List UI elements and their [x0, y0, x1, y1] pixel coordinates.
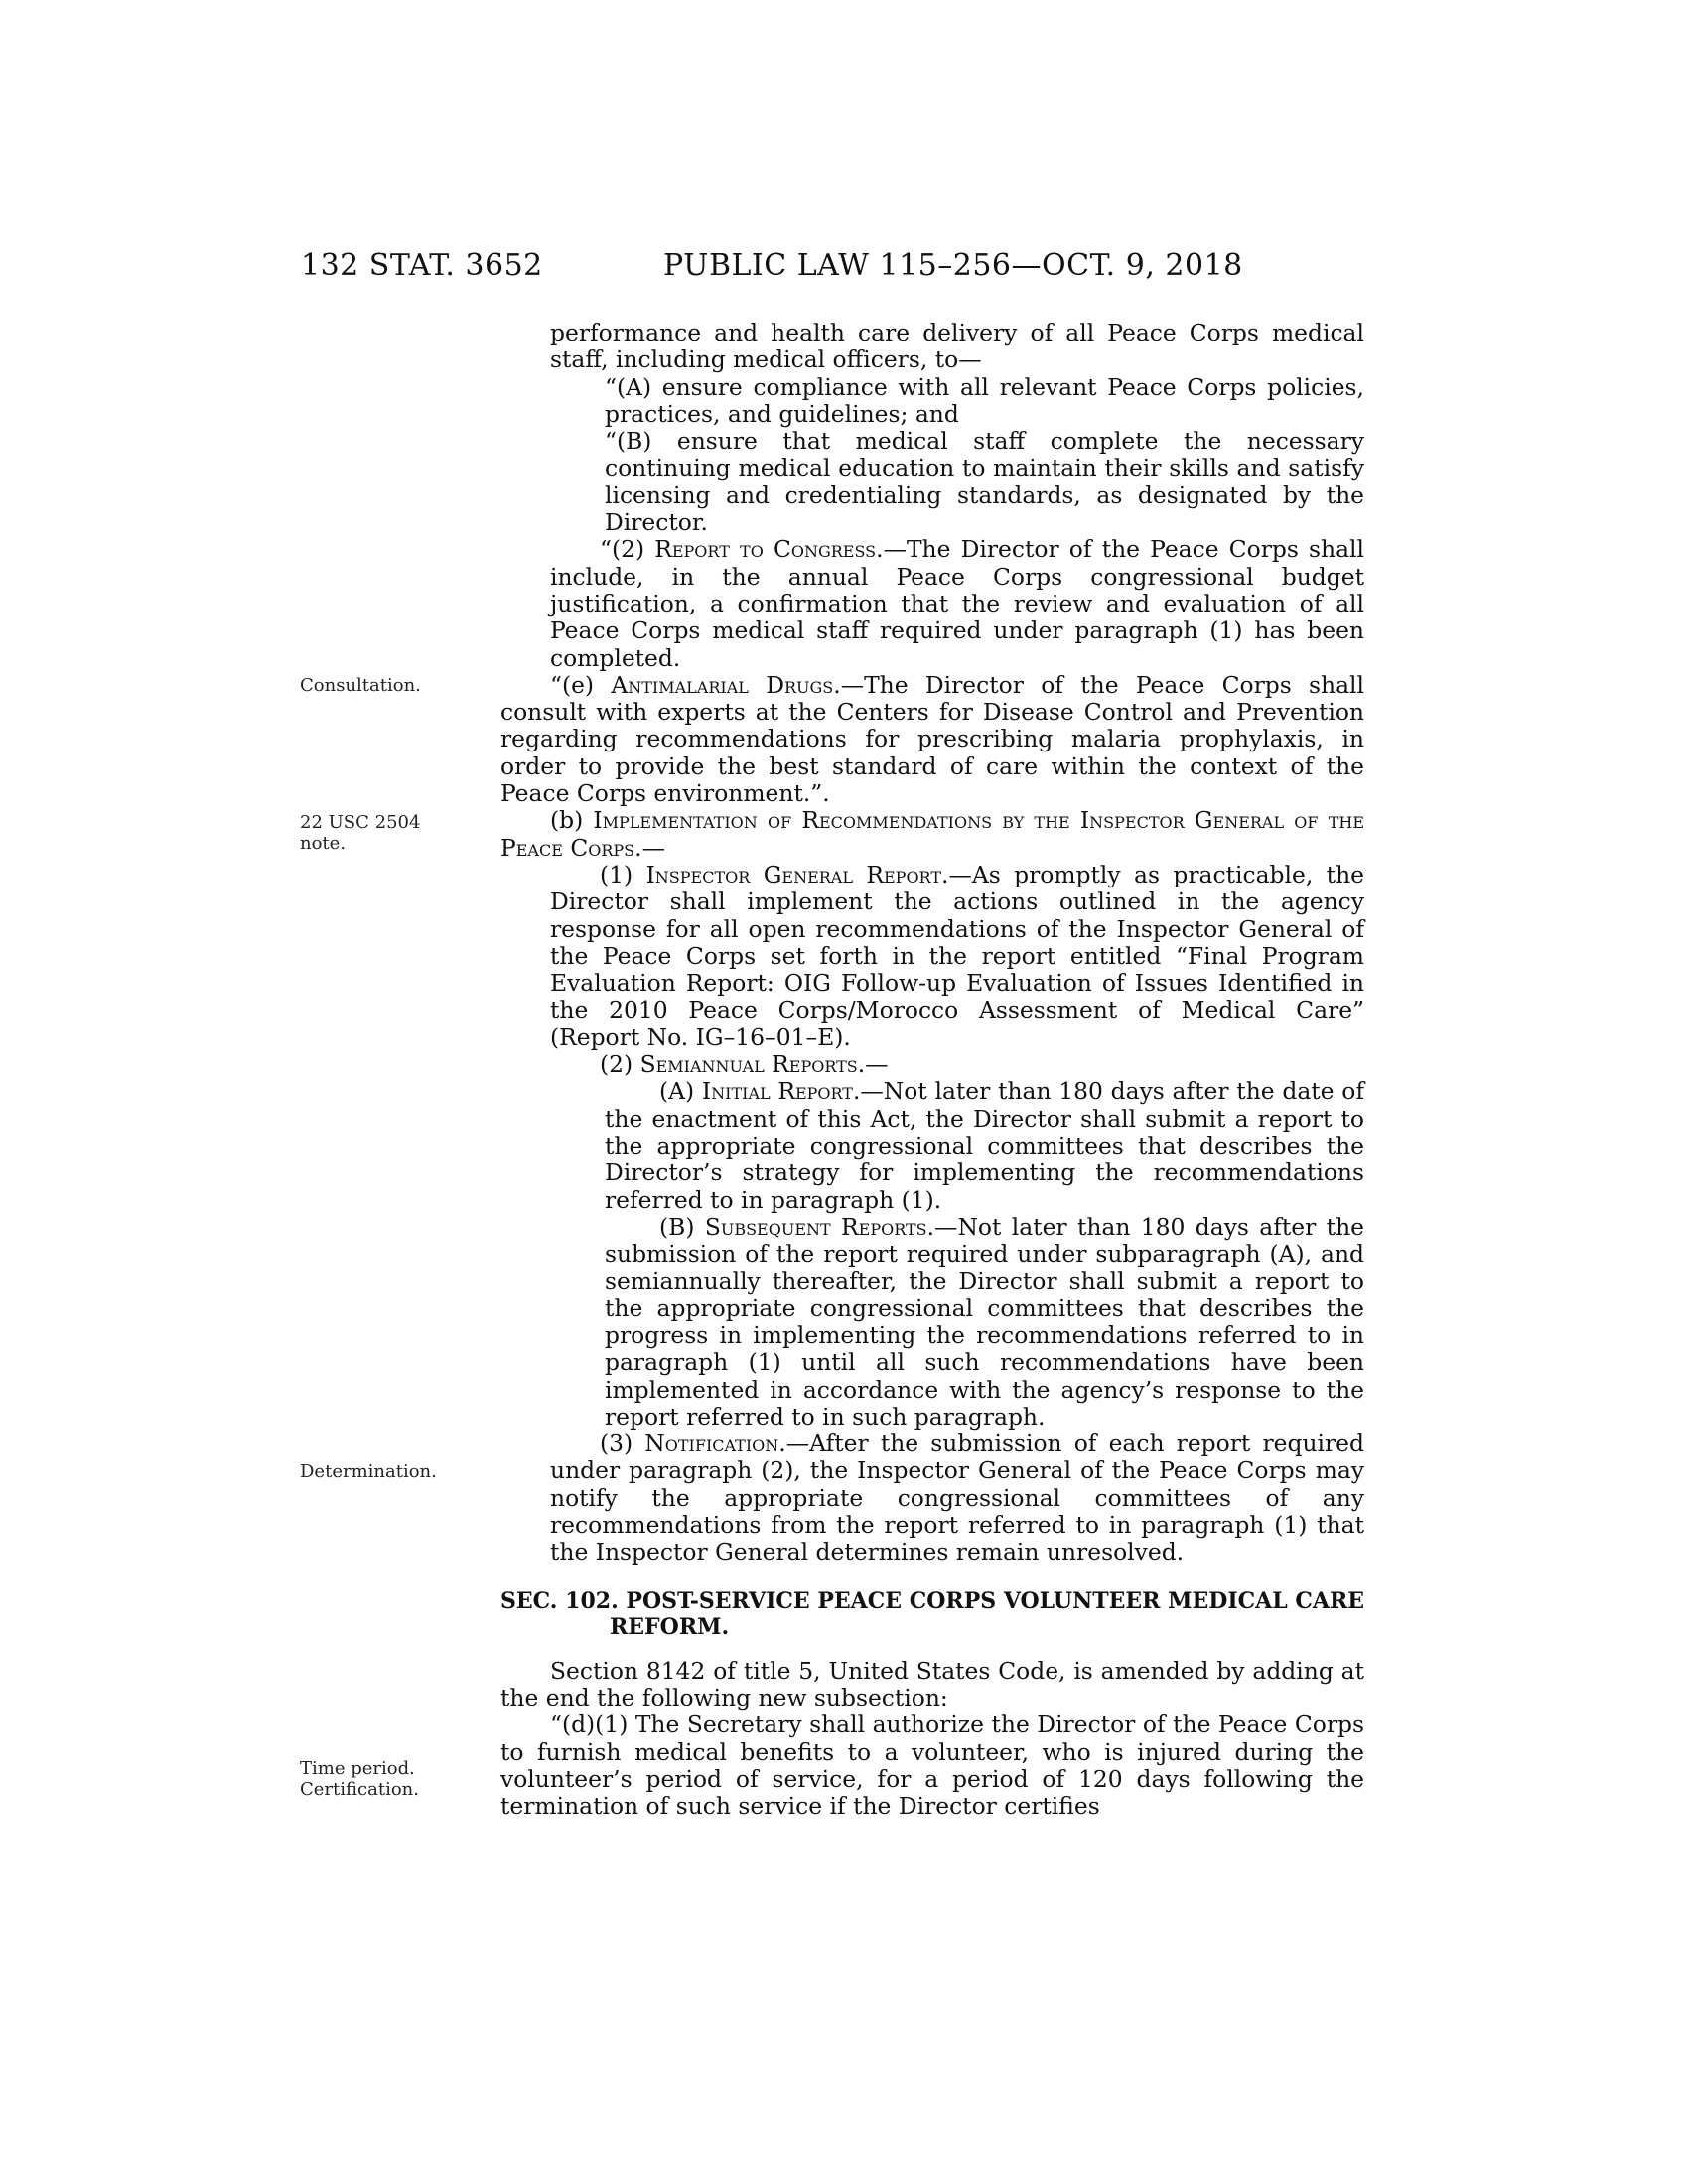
p8-text: — [865, 1050, 889, 1079]
page-number: 132 STAT. 3652 [301, 248, 543, 283]
p7-prefix: (1) [600, 860, 646, 888]
p11-prefix: (3) [600, 1430, 645, 1458]
paragraph-report-to-congress [500, 536, 1364, 671]
p5-prefix: “(e) [550, 670, 612, 699]
paragraph-notification [500, 1431, 1364, 1566]
margin-note-usc-line2: note. [300, 833, 347, 854]
paragraph-antimalarial-drugs [500, 672, 1364, 807]
p9-heading: Initial Report. [701, 1077, 861, 1106]
margin-note-time-period: Time period. [300, 1758, 415, 1779]
paragraph-performance: performance and health care delivery of all Peace Corps medical staff, including medical officers, to— [550, 319, 1364, 374]
paragraph-semiannual-reports [500, 1051, 1364, 1078]
p8-prefix: (2) [600, 1050, 640, 1079]
p8-heading: Semiannual Reports. [639, 1050, 866, 1079]
p5-text: —The Director of the Peace Corps shall consult with experts at the Centers for Disease Control and Prevention regarding recommendations for prescribing malaria prophylaxis, in order to provide the best standard of care within the context of the Peace Corps environment.”. [500, 670, 1364, 808]
p9-text: —Not later than 180 days after the date of the enactment of this Act, the Director shall submit a report to the appropriate congressional committees that describes the Director’s strategy for implementing the recommendations referred to in paragraph (1). [605, 1077, 1364, 1214]
p9-prefix: (A) [659, 1077, 702, 1106]
margin-note-time-certification [300, 1758, 419, 1800]
p4-heading: Report to Congress. [654, 535, 884, 564]
paragraph-d1-medical-benefits: “(d)(1) The Secretary shall authorize the Director of the Peace Corps to furnish medical benefits to a volunteer, who is injured during the volunteer’s period of service, for a period of 120 days following the termination of such service if the Director certifies [500, 1710, 1364, 1821]
p7-heading: Inspector General Report. [645, 860, 949, 888]
main-text-column [500, 320, 1364, 1820]
paragraph-section-8142: Section 8142 of title 5, United States Code, is amended by adding at the end the following new subsection: [500, 1656, 1364, 1711]
p6-prefix: (b) [550, 806, 594, 835]
margin-note-usc-line1: 22 USC 2504 [300, 812, 421, 833]
margin-note-consultation: Consultation. [300, 675, 421, 696]
margin-note-usc [300, 812, 420, 854]
paragraph-implementation [500, 807, 1364, 862]
p7-text: —As promptly as practicable, the Director shall implement the actions outlined in the agency response for all open recommendations of the Inspector General of the Peace Corps set forth in the report entitled “Final Program Evaluation Report: OIG Follow-up Evaluation of Issues Identified in the 2010 Peace Corps/Morocco Assessment of Medical Care” (Report No. IG–16–01–E). [550, 860, 1364, 1051]
p10-prefix: (B) [659, 1212, 705, 1241]
paragraph-inspector-general-report [500, 862, 1364, 1051]
margin-note-determination: Determination. [300, 1461, 437, 1482]
p6-heading: Implementation of Recommendations by the Inspector General of the Peace Corps. [500, 806, 1364, 862]
p5-heading: Antimalarial Drugs. [611, 670, 841, 699]
margin-note-certification: Certification. [300, 1779, 419, 1800]
p4-prefix: “(2) [600, 535, 655, 564]
running-header-title: PUBLIC LAW 115–256—OCT. 9, 2018 [663, 248, 1243, 283]
p4-text: —The Director of the Peace Corps shall include, in the annual Peace Corps congressional budget justification, a confirmation that the review and evaluation of all Peace Corps medical staff required under paragraph (1) has been completed. [550, 535, 1364, 672]
p10-heading: Subsequent Reports. [704, 1212, 935, 1241]
paragraph-b-education: “(B) ensure that medical staff complete the necessary continuing medical education to maintain their skills and satisfy licensing and credentialing standards, as designated by the Director. [605, 427, 1364, 537]
paragraph-a-compliance: “(A) ensure compliance with all relevant Peace Corps policies, practices, and guidelines; and [605, 372, 1364, 428]
paragraph-subsequent-reports [500, 1214, 1364, 1431]
p6-text: — [641, 833, 665, 862]
section-heading: SEC. 102. POST-SERVICE PEACE CORPS VOLUNTEER MEDICAL CARE REFORM. [500, 1587, 1364, 1640]
p11-text: —After the submission of each report required under paragraph (2), the Inspector General of the Peace Corps may notify the appropriate congressional committees of any recommendations from the report referred to in paragraph (1) that the Inspector General determines remain unresolved. [550, 1430, 1364, 1567]
p11-heading: Notification. [644, 1430, 786, 1458]
paragraph-initial-report [500, 1078, 1364, 1213]
p10-text: —Not later than 180 days after the submission of the report required under subparagraph (A), and semiannually thereafter, the Director shall submit a report to the appropriate congressional committees that describes the progress in implementing the recommendations referred to in paragraph (1) until all such recommendations have been implemented in accordance with the agency’s response to the report referred to in such paragraph. [605, 1212, 1364, 1431]
